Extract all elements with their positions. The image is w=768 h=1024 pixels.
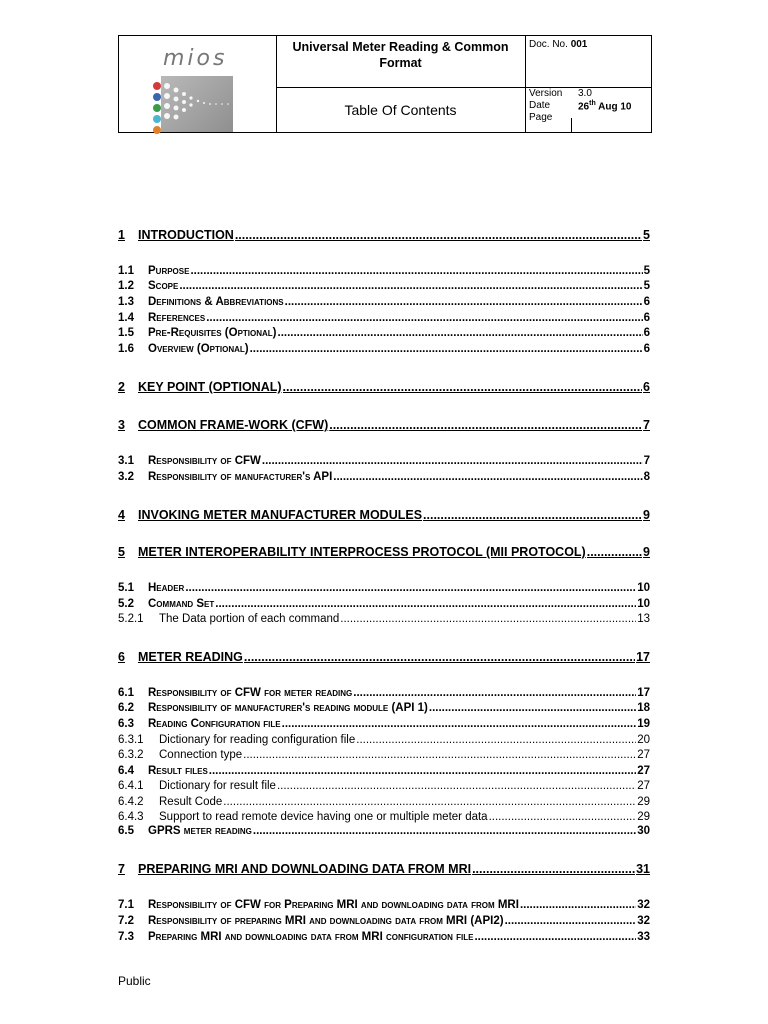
doc-no-value: 001 — [570, 39, 588, 50]
toc-entry-number: 6.3 — [118, 718, 134, 730]
toc-entry-page: 5 — [643, 280, 650, 292]
doc-meta — [526, 88, 651, 132]
toc-entry-6-4-2[interactable] — [118, 796, 650, 812]
date-value — [578, 100, 631, 112]
toc-entry-page: 7 — [643, 418, 650, 432]
toc-dot-leader — [235, 228, 642, 242]
toc-entry-page: 29 — [637, 796, 650, 808]
toc-entry-title: INTRODUCTION — [138, 228, 234, 242]
toc-dot-leader — [277, 780, 636, 792]
toc-entry-page: 9 — [643, 545, 650, 559]
toc-entry-number: 2 — [118, 380, 125, 394]
toc-entry-number: 1.1 — [118, 265, 134, 277]
toc-entry-title: Responsibility of manufacturer's API — [148, 471, 333, 483]
toc-dot-leader — [253, 825, 636, 837]
toc-entry-3-1[interactable] — [118, 455, 650, 471]
toc-entry-page: 17 — [636, 650, 650, 664]
toc-entry-page: 6 — [643, 327, 650, 339]
mios-logo-graphic — [161, 76, 233, 132]
toc-entry-2[interactable] — [118, 380, 650, 396]
toc-entry-number: 1 — [118, 228, 125, 242]
toc-entry-page: 6 — [643, 343, 650, 355]
toc-dot-leader — [262, 455, 643, 467]
toc-dot-leader — [333, 471, 642, 483]
toc-entry-title: Reading Configuration file — [148, 718, 281, 730]
toc-entry-page: 13 — [637, 613, 650, 625]
toc-entry-number: 7 — [118, 862, 125, 876]
toc-entry-number: 5.1 — [118, 582, 134, 594]
toc-entry-5-1[interactable] — [118, 582, 650, 598]
toc-entry-number: 7.1 — [118, 899, 134, 911]
page-label: Page — [529, 112, 553, 123]
document-header — [118, 35, 652, 133]
section-title: Table Of Contents — [276, 88, 526, 132]
date-rest: Aug 10 — [595, 101, 632, 113]
date-label: Date — [529, 100, 551, 111]
toc-entry-7-2[interactable] — [118, 915, 650, 931]
toc-entry-7-3[interactable] — [118, 931, 650, 947]
toc-dot-leader — [429, 702, 636, 714]
toc-entry-page: 10 — [637, 582, 650, 594]
toc-entry-number: 5.2 — [118, 598, 134, 610]
toc-entry-page: 6 — [643, 380, 650, 394]
toc-entry-title: Responsibility of CFW for meter reading — [148, 687, 353, 699]
toc-dot-leader — [285, 296, 643, 308]
toc-entry-title: METER INTEROPERABILITY INTERPROCESS PROTOCOL (MII PROTOCOL) — [138, 545, 586, 559]
toc-dot-leader — [206, 312, 642, 324]
toc-entry-title: Command Set — [148, 598, 215, 610]
toc-entry-5-2[interactable] — [118, 598, 650, 614]
toc-entry-number: 7.3 — [118, 931, 134, 943]
toc-entry-title: Connection type — [159, 749, 243, 761]
toc-entry-title: COMMON FRAME-WORK (CFW) — [138, 418, 329, 432]
toc-entry-3-2[interactable] — [118, 471, 650, 487]
toc-entry-6-3[interactable] — [118, 718, 650, 734]
toc-dot-leader — [250, 343, 643, 355]
toc-entry-1-4[interactable] — [118, 312, 650, 328]
date-day: 26 — [578, 101, 590, 113]
toc-dot-leader — [243, 749, 636, 761]
toc-dot-leader — [474, 931, 636, 943]
toc-entry-7-1[interactable] — [118, 899, 650, 915]
toc-entry-title: Purpose — [148, 265, 190, 277]
toc-entry-number: 6.4.2 — [118, 796, 144, 808]
toc-entry-number: 5.2.1 — [118, 613, 144, 625]
version-label: Version — [529, 88, 563, 99]
toc-dot-leader — [282, 718, 637, 730]
toc-entry-title: Result files — [148, 765, 208, 777]
toc-entry-title: The Data portion of each command — [159, 613, 340, 625]
version-value: 3.0 — [578, 88, 592, 99]
toc-entry-page: 6 — [643, 312, 650, 324]
toc-entry-page: 6 — [643, 296, 650, 308]
toc-dot-leader — [520, 899, 636, 911]
doc-no-label: Doc. No. — [529, 39, 568, 50]
toc-entry-title: Dictionary for reading configuration file — [159, 734, 356, 746]
toc-entry-7[interactable] — [118, 862, 650, 878]
date-suffix: th — [589, 100, 596, 107]
toc-dot-leader — [329, 418, 642, 432]
toc-dot-leader — [353, 687, 636, 699]
toc-entry-4[interactable] — [118, 508, 650, 524]
toc-entry-number: 6.4 — [118, 765, 134, 777]
toc-entry-page: 27 — [637, 765, 650, 777]
toc-entry-6-1[interactable] — [118, 687, 650, 703]
toc-entry-1[interactable] — [118, 228, 650, 244]
toc-entry-title: Header — [148, 582, 185, 594]
toc-dot-leader — [423, 508, 642, 522]
toc-entry-number: 6.4.1 — [118, 780, 144, 792]
toc-entry-page: 32 — [637, 899, 650, 911]
toc-entry-number: 6.2 — [118, 702, 134, 714]
toc-dot-leader — [489, 811, 637, 823]
toc-entry-1-3[interactable] — [118, 296, 650, 312]
toc-entry-title: Responsibility of manufacturer's reading module (API 1) — [148, 702, 428, 714]
toc-entry-title: INVOKING METER MANUFACTURER MODULES — [138, 508, 423, 522]
toc-entry-number: 3.2 — [118, 471, 134, 483]
toc-dot-leader — [587, 545, 642, 559]
toc-entry-page: 10 — [637, 598, 650, 610]
toc-entry-number: 1.5 — [118, 327, 134, 339]
toc-dot-leader — [179, 280, 642, 292]
toc-entry-1-1[interactable] — [118, 265, 650, 281]
toc-entry-1-2[interactable] — [118, 280, 650, 296]
toc-dot-leader — [244, 650, 635, 664]
toc-entry-6[interactable] — [118, 650, 650, 666]
toc-entry-6-4[interactable] — [118, 765, 650, 781]
toc-dot-leader — [356, 734, 636, 746]
toc-dot-leader — [223, 796, 636, 808]
toc-entry-page: 32 — [637, 915, 650, 927]
toc-entry-page: 18 — [637, 702, 650, 714]
toc-entry-title: Result Code — [159, 796, 223, 808]
toc-entry-1-5[interactable] — [118, 327, 650, 343]
toc-entry-title: Responsibility of CFW for Preparing MRI and downloading data from MRI — [148, 899, 519, 911]
toc-entry-page: 17 — [637, 687, 650, 699]
toc-entry-number: 6.3.2 — [118, 749, 144, 761]
toc-entry-page: 30 — [637, 825, 650, 837]
toc-entry-page: 33 — [637, 931, 650, 943]
toc-entry-title: PREPARING MRI AND DOWNLOADING DATA FROM MRI — [138, 862, 472, 876]
toc-entry-number: 6.5 — [118, 825, 134, 837]
toc-entry-page: 7 — [643, 455, 650, 467]
toc-dot-leader — [283, 380, 643, 394]
toc-entry-6-2[interactable] — [118, 702, 650, 718]
toc-entry-1-6[interactable] — [118, 343, 650, 359]
toc-entry-page: 5 — [643, 265, 650, 277]
toc-entry-title: Scope — [148, 280, 179, 292]
toc-entry-6-3-1[interactable] — [118, 734, 650, 750]
toc-entry-number: 3.1 — [118, 455, 134, 467]
toc-entry-title: Responsibility of CFW — [148, 455, 261, 467]
toc-entry-6-5[interactable] — [118, 825, 650, 841]
toc-entry-6-4-1[interactable] — [118, 780, 650, 796]
toc-entry-number: 6.1 — [118, 687, 134, 699]
toc-entry-title: Support to read remote device having one or multiple meter data — [159, 811, 488, 823]
document-title: Universal Meter Reading & Common Format — [276, 36, 526, 88]
toc-entry-title: Preparing MRI and downloading data from MRI configuration file — [148, 931, 474, 943]
toc-entry-title: Responsibility of preparing MRI and downloading data from MRI (API2) — [148, 915, 504, 927]
toc-entry-title: GPRS meter reading — [148, 825, 252, 837]
toc-entry-page: 19 — [637, 718, 650, 730]
toc-entry-number: 6.4.3 — [118, 811, 144, 823]
toc-entry-number: 1.4 — [118, 312, 134, 324]
logo-cell — [119, 36, 277, 132]
toc-entry-page: 27 — [637, 780, 650, 792]
toc-entry-page: 9 — [643, 508, 650, 522]
toc-dot-leader — [278, 327, 643, 339]
toc-entry-number: 3 — [118, 418, 125, 432]
toc-entry-number: 1.6 — [118, 343, 134, 355]
toc-entry-page: 29 — [637, 811, 650, 823]
toc-entry-page: 27 — [637, 749, 650, 761]
toc-entry-number: 5 — [118, 545, 125, 559]
toc-dot-leader — [505, 915, 637, 927]
toc-entry-6-3-2[interactable] — [118, 749, 650, 765]
toc-entry-title: References — [148, 312, 206, 324]
toc-entry-title: KEY POINT (OPTIONAL) — [138, 380, 282, 394]
toc-dot-leader — [185, 582, 636, 594]
toc-entry-title: Definitions & Abbreviations — [148, 296, 284, 308]
toc-entry-title: METER READING — [138, 650, 243, 664]
toc-entry-page: 31 — [636, 862, 650, 876]
toc-dot-leader — [190, 265, 642, 277]
doc-number — [526, 36, 651, 88]
toc-entry-number: 7.2 — [118, 915, 134, 927]
toc-dot-leader — [340, 613, 636, 625]
toc-entry-number: 1.2 — [118, 280, 134, 292]
toc-entry-number: 1.3 — [118, 296, 134, 308]
toc-entry-5[interactable] — [118, 545, 650, 561]
toc-dot-leader — [472, 862, 635, 876]
toc-entry-5-2-1[interactable] — [118, 613, 650, 629]
toc-entry-number: 6 — [118, 650, 125, 664]
toc-entry-number: 4 — [118, 508, 125, 522]
toc-entry-title: Overview (Optional) — [148, 343, 249, 355]
toc-entry-page: 20 — [637, 734, 650, 746]
footer-classification: Public — [118, 974, 151, 988]
toc-entry-3[interactable] — [118, 418, 650, 434]
toc-dot-leader — [209, 765, 636, 777]
toc-dot-leader — [215, 598, 636, 610]
toc-entry-page: 5 — [643, 228, 650, 242]
toc-entry-title: Pre-Requisites (Optional) — [148, 327, 277, 339]
page-divider — [571, 118, 572, 132]
mios-logo-text: mios — [163, 46, 228, 71]
toc-entry-title: Dictionary for result file — [159, 780, 276, 792]
toc-entry-page: 8 — [643, 471, 650, 483]
toc-entry-number: 6.3.1 — [118, 734, 144, 746]
